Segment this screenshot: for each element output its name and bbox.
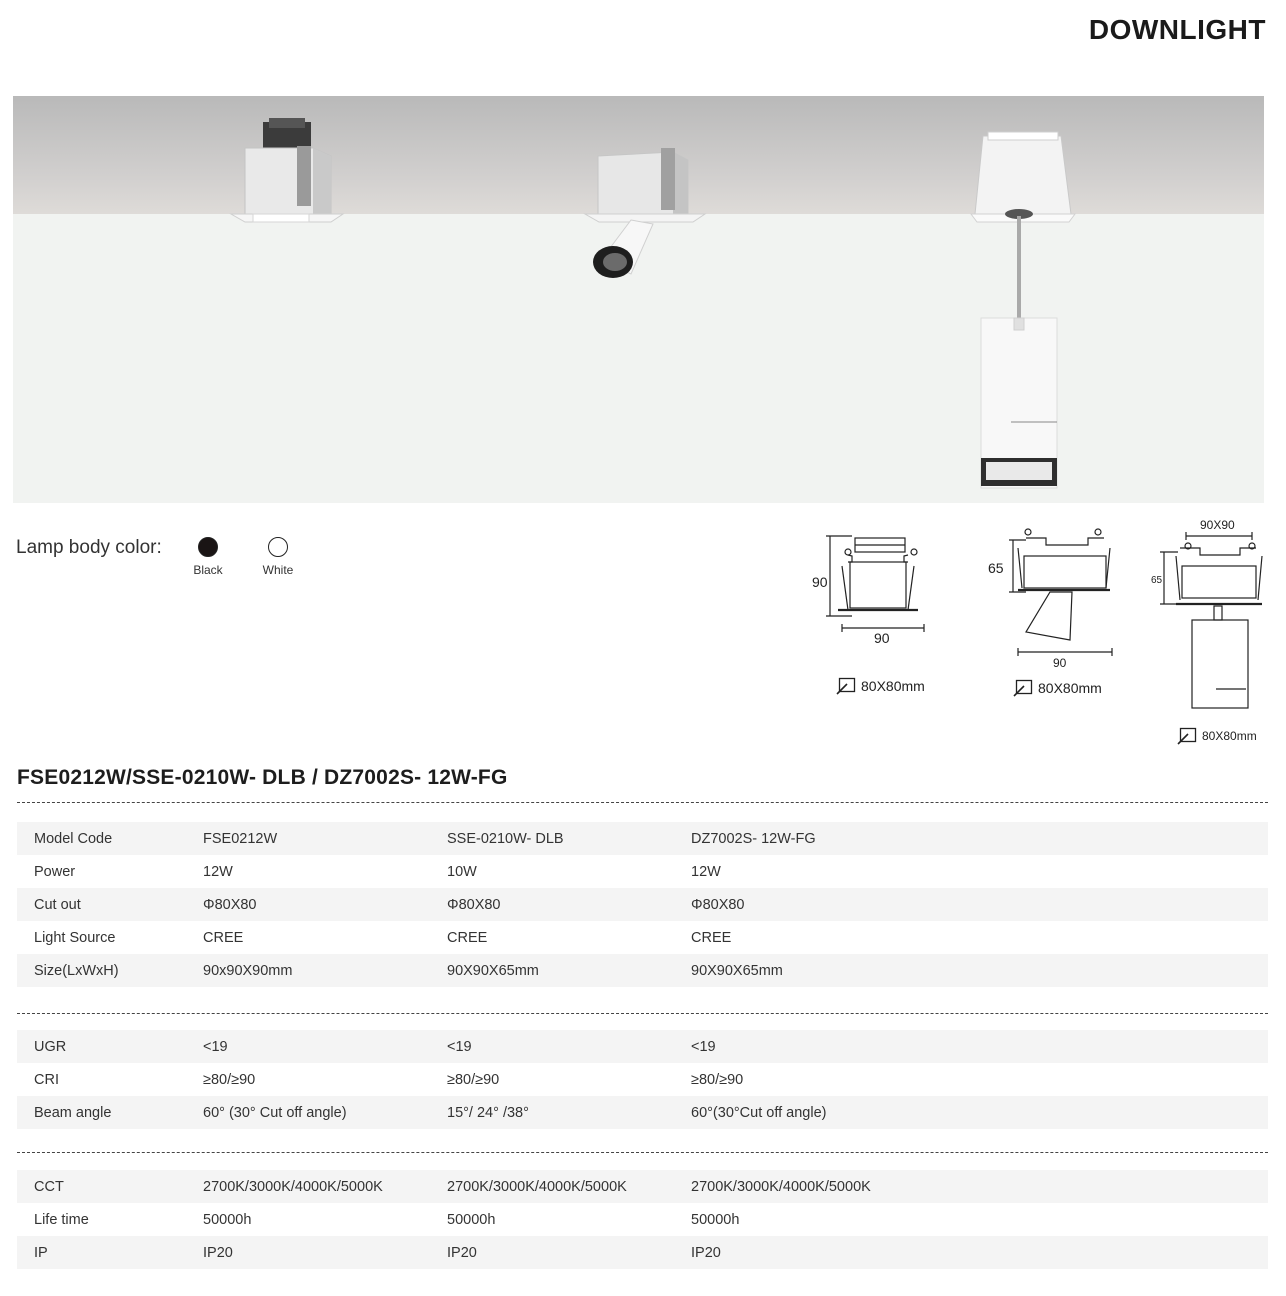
spec-value: 50000h bbox=[447, 1211, 496, 1228]
drawing1-cutout-size: 80X80mm bbox=[861, 678, 925, 694]
spec-row bbox=[17, 1030, 1268, 1063]
spec-label: Cut out bbox=[34, 896, 81, 913]
spec-value: ≥80/≥90 bbox=[691, 1071, 744, 1088]
spec-value: 15°/ 24° /38° bbox=[447, 1104, 529, 1121]
cutout-icon bbox=[1013, 679, 1033, 697]
drawing2-cutout-size: 80X80mm bbox=[1038, 680, 1102, 696]
spec-value: 60°(30°Cut off angle) bbox=[691, 1104, 827, 1121]
drawing-fse0212w bbox=[826, 536, 924, 632]
spec-value: FSE0212W bbox=[203, 830, 278, 847]
spec-value: 90X90X65mm bbox=[691, 962, 783, 979]
spec-group-performance bbox=[17, 1170, 1268, 1269]
cutout-icon bbox=[1177, 727, 1197, 745]
spec-label: CCT bbox=[34, 1178, 64, 1195]
lamp-body-color-label: Lamp body color: bbox=[16, 537, 162, 558]
drawing1-cutout bbox=[836, 677, 925, 695]
spec-value: <19 bbox=[691, 1038, 716, 1055]
spec-row bbox=[17, 822, 1268, 855]
spec-row bbox=[17, 1096, 1268, 1129]
spec-label: IP bbox=[34, 1244, 48, 1261]
drawing2-height: 65 bbox=[988, 560, 1004, 576]
drawing3-cutout-size: 80X80mm bbox=[1202, 729, 1257, 743]
spec-value: SSE-0210W- DLB bbox=[447, 830, 564, 847]
spec-label: Life time bbox=[34, 1211, 89, 1228]
color-option-name: White bbox=[262, 563, 294, 577]
spec-value: 2700K/3000K/4000K/5000K bbox=[447, 1178, 627, 1195]
spec-row bbox=[17, 954, 1268, 987]
spec-value: ≥80/≥90 bbox=[203, 1071, 256, 1088]
spec-label: Light Source bbox=[34, 929, 116, 946]
spec-label: Power bbox=[34, 863, 76, 880]
spec-value: Φ80X80 bbox=[691, 896, 745, 913]
divider bbox=[17, 1013, 1268, 1014]
spec-label: UGR bbox=[34, 1038, 67, 1055]
spec-label: CRI bbox=[34, 1071, 59, 1088]
spec-value: IP20 bbox=[691, 1244, 721, 1261]
drawing2-width: 90 bbox=[1053, 656, 1067, 670]
spec-label: Beam angle bbox=[34, 1104, 112, 1121]
divider bbox=[17, 802, 1268, 803]
color-option-name: Black bbox=[193, 563, 223, 577]
spec-value: ≥80/≥90 bbox=[447, 1071, 500, 1088]
drawing-sse0210w bbox=[1009, 529, 1112, 656]
spec-value: 90X90X65mm bbox=[447, 962, 539, 979]
spec-value: 12W bbox=[203, 863, 233, 880]
spec-value: 2700K/3000K/4000K/5000K bbox=[691, 1178, 871, 1195]
drawing3-height: 65 bbox=[1151, 575, 1163, 586]
spec-value: 60° (30° Cut off angle) bbox=[203, 1104, 347, 1121]
model-title: FSE0212W/SSE-0210W- DLB / DZ7002S- 12W-FG bbox=[17, 766, 508, 789]
cutout-icon bbox=[836, 677, 856, 695]
spec-label: Size(LxWxH) bbox=[34, 962, 119, 979]
spec-value: 10W bbox=[447, 863, 477, 880]
drawing2-cutout bbox=[1013, 679, 1102, 697]
spec-value: IP20 bbox=[203, 1244, 233, 1261]
drawing-dz7002s bbox=[1160, 532, 1262, 708]
spec-value: Φ80X80 bbox=[203, 896, 257, 913]
spec-row bbox=[17, 1063, 1268, 1096]
drawing3-top-size: 90X90 bbox=[1200, 518, 1235, 532]
spec-value: Φ80X80 bbox=[447, 896, 501, 913]
spec-row bbox=[17, 1170, 1268, 1203]
drawing3-cutout bbox=[1177, 727, 1257, 745]
spec-group-optics bbox=[17, 1030, 1268, 1129]
drawing1-width: 90 bbox=[874, 630, 890, 646]
spec-row bbox=[17, 855, 1268, 888]
spec-row bbox=[17, 1203, 1268, 1236]
spec-value: 2700K/3000K/4000K/5000K bbox=[203, 1178, 383, 1195]
spec-label: Model Code bbox=[34, 830, 113, 847]
spec-value: <19 bbox=[203, 1038, 228, 1055]
spec-row bbox=[17, 1236, 1268, 1269]
spec-value: CREE bbox=[203, 929, 244, 946]
spec-value: DZ7002S- 12W-FG bbox=[691, 830, 816, 847]
page-category-title: DOWNLIGHT bbox=[1088, 14, 1266, 45]
spec-row bbox=[17, 921, 1268, 954]
divider bbox=[17, 1152, 1268, 1153]
spec-value: CREE bbox=[447, 929, 488, 946]
spec-value: 50000h bbox=[203, 1211, 252, 1228]
spec-value: CREE bbox=[691, 929, 732, 946]
spec-value: <19 bbox=[447, 1038, 472, 1055]
spec-value: 50000h bbox=[691, 1211, 740, 1228]
spec-value: 12W bbox=[691, 863, 721, 880]
spec-row bbox=[17, 888, 1268, 921]
spec-value: IP20 bbox=[447, 1244, 477, 1261]
drawing1-height: 90 bbox=[812, 574, 828, 590]
spec-value: 90x90X90mm bbox=[203, 962, 293, 979]
spec-group-basic bbox=[17, 822, 1268, 987]
